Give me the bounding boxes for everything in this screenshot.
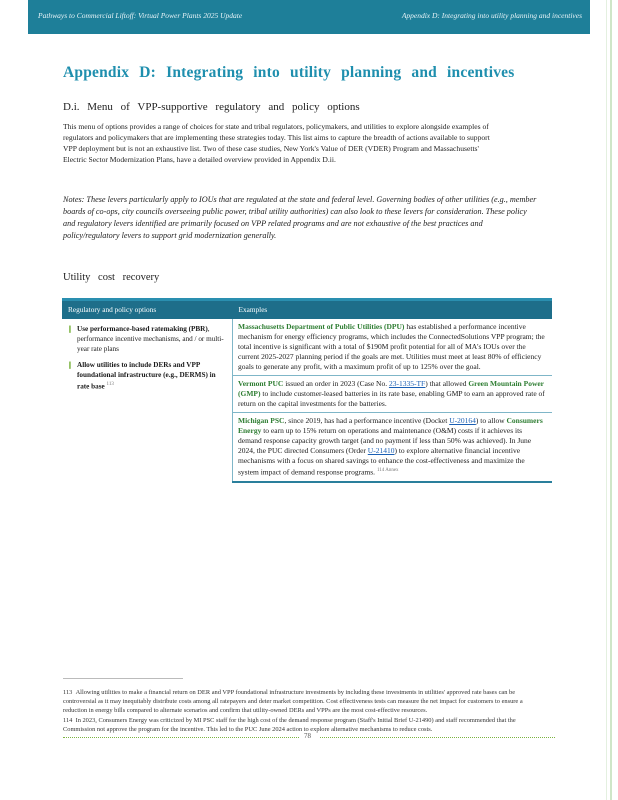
section-heading: D.i. Menu of VPP-supportive regulatory and policy options — [63, 101, 360, 113]
option-bold: Use performance-based ratemaking (PBR) — [77, 325, 208, 333]
footnote-114 — [63, 716, 543, 734]
header-left: Pathways to Commercial Liftoff: Virtual Power Plants 2025 Update — [38, 11, 243, 20]
footnote-ref[interactable]: 114 Annex — [376, 468, 399, 473]
order-link[interactable]: U-21410 — [367, 446, 395, 455]
subsection-heading: Utility cost recovery — [63, 272, 160, 283]
example-text: ) that allowed — [425, 379, 469, 388]
example-org-secondary: Green Mountain Power (GMP) — [238, 379, 544, 398]
intro-paragraph: This menu of options provides a range of choices for state and tribal regulators, policymakers, and utilities to explore alongside examples of regulators and policymakers that are implementing these strategies today. This list aims to capture the breadth of actions available to support VPP deployment but is not an exhaustive list. Two of these case studies, New York's Value of DER (VDER) Program and Massachusetts' Electric Sector Modernization Plans, have a detailed overview provided in Appendix D.ii. — [63, 122, 490, 164]
page-edge-rule-inner — [606, 0, 607, 800]
example-text: to earn up to 15% return on operations and maintenance (O&M) costs if it achieves its demand response capacity growth target (and no payment if less than 50% was achieved). In June 2024, the PUC directed Consumers (Order — [238, 426, 532, 455]
example-text: , since 2019, has had a performance incentive (Docket — [284, 416, 450, 425]
bullet-icon: ❙ — [67, 361, 74, 369]
notes-paragraph: Notes: These levers particularly apply to IOUs that are regulated at the state and federal level. Governing bodies of other utilities (e.g., member boards of co-ops, city councils overseeing public power, tribal utility authorities) can also look to these levers for consideration. These policy and regulatory levers identified are primarily focused on VPP related programs and are not exhaustive of the best practices and policy/regulatory levers to support grid modernization generally. — [63, 195, 537, 240]
example-text: ) to explore alternative financial incentive mechanisms with a focus on shared savings to enhance the cost-effectiveness and maximize the system impact of demand response programs. — [238, 446, 525, 477]
column-header-examples: Examples — [233, 300, 553, 320]
option-item — [67, 324, 227, 354]
footer-rule-right — [320, 737, 555, 738]
option-item — [67, 360, 227, 391]
example-org-secondary: Consumers Energy — [238, 416, 543, 435]
running-header — [28, 0, 590, 34]
example-org: Michigan PSC — [238, 416, 285, 425]
example-text: has established a performance incentive mechanism for energy efficiency programs, which includes the ConnectedSolutions VPP program; the total incentive is significant with a total of $190M profit potential for all of MA's IOUs over the current 2025-2027 planning period if the goals are met. Utilities must meet at least 80% of efficiency goals to generate any profit, with a maximum profit of up to 125% over the goal. — [238, 322, 545, 371]
example-org: Massachusetts Department of Public Utilities (DPU) — [238, 322, 405, 331]
example-vermont — [233, 376, 553, 413]
table-row — [62, 319, 552, 376]
header-right: Appendix D: Integrating into utility planning and incentives — [401, 11, 582, 20]
footnote-text: Allowing utilities to make a financial return on DER and VPP foundational infrastructure investments by including these investments in utilities' approved rate bases can be controversial as it may inequitably distribute costs among all ratepayers and deter market competition. Cost effectiveness tests can measure the net impact for customers to ensure a reduction in energy bills compared to alternate scenarios and confirm that utility-owned DERs and VPPs are the most cost-effective resources. — [63, 689, 523, 714]
footnote-text: In 2023, Consumers Energy was criticized by MI PSC staff for the high cost of the demand response program (Staff's Initial Brief U-21490) and staff recommended that the Commission not approve the program for the incentive. This led to the PUC June 2024 action to explore alternative mechanisms to reduce costs. — [63, 717, 516, 733]
example-org: Vermont PUC — [238, 379, 284, 388]
page-edge-rule — [610, 0, 612, 800]
example-text: issued an order in 2023 (Case No. — [283, 379, 389, 388]
example-massachusetts — [233, 319, 553, 376]
table-header-row — [62, 300, 552, 320]
example-text: ) to allow — [475, 416, 507, 425]
options-cell — [62, 319, 233, 482]
option-bold: Allow utilities to include DERs and VPP foundational infrastructure (e.g., DERMS) in rate base — [77, 361, 216, 391]
option-text: , performance incentive mechanisms, and / or multi-year rate plans — [77, 325, 224, 353]
case-link[interactable]: 23-1335-TF — [388, 379, 426, 388]
docket-link[interactable]: U-20164 — [449, 416, 476, 425]
options-table — [62, 298, 552, 483]
example-michigan — [233, 413, 553, 482]
footnote-number: 113 — [63, 689, 73, 696]
footnote-divider — [63, 678, 183, 679]
bullet-icon: ❙ — [67, 325, 74, 333]
column-header-options: Regulatory and policy options — [62, 300, 233, 320]
footnote-113 — [63, 688, 543, 715]
footer-rule-left — [63, 737, 299, 738]
page-title: Appendix D: Integrating into utility planning and incentives — [63, 64, 515, 81]
footnote-number: 114 — [63, 717, 73, 724]
page-number: 78 — [304, 732, 311, 740]
footnote-ref[interactable]: 113 — [106, 382, 114, 387]
example-text: to include customer-leased batteries in its rate base, enabling GMP to earn an approved rate of return on the capital investments for the batteries. — [238, 389, 545, 408]
